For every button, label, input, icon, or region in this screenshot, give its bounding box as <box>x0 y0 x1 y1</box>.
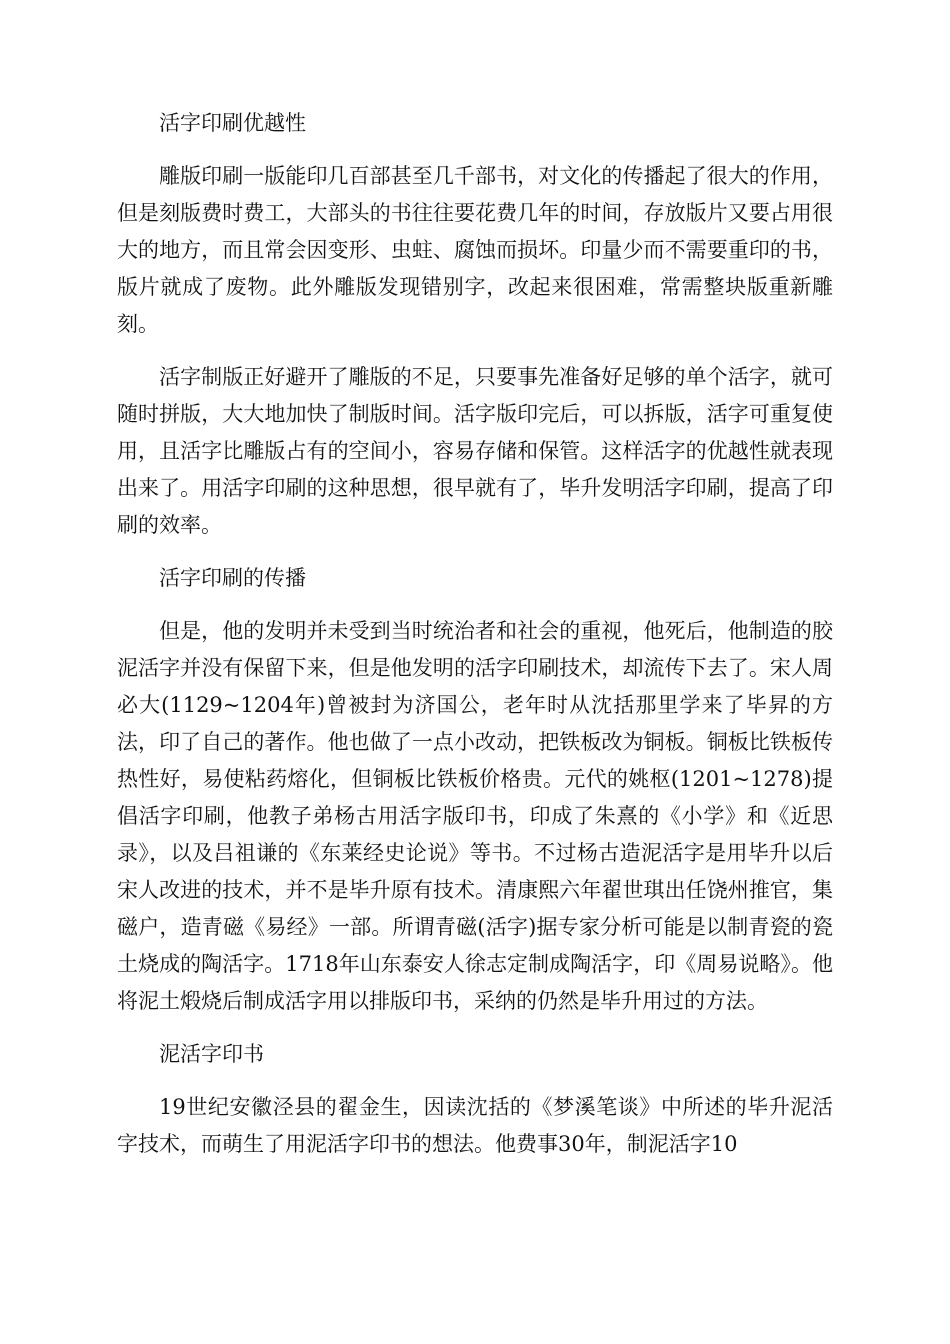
paragraph-spread-history: 但是，他的发明并未受到当时统治者和社会的重视，他死后，他制造的胶泥活字并没有保留下来，但是他发明的活字印刷技术，却流传下去了。宋人周必大(1129~1204年)曾被封为济国公，老年时从沈括那里学来了毕昇的方法，印了自己的著作。他也做了一点小改动，把铁板改为铜板。铜板比铁板传热性好，易使粘药熔化，但铜板比铁板价格贵。元代的姚枢(1201~1278)提倡活字印刷，他教子弟杨古用活字版印书，印成了朱熹的《小学》和《近思录》，以及吕祖谦的《东莱经史论说》等书。不过杨古造泥活字是用毕升以后宋人改进的技术，并不是毕升原有技术。清康熙六年翟世琪出任饶州推官，集磁户，造青磁《易经》一部。所谓青磁(活字)据专家分析可能是以制青瓷的瓷土烧成的陶活字。1718年山东泰安人徐志定制成陶活字，印《周易说略》。他将泥土煅烧后制成活字用以排版印书，采纳的仍然是毕升用过的方法。 <box>117 619 833 1013</box>
section-heading-clay-type: 泥活字印书 <box>159 1042 264 1066</box>
document-body <box>117 105 833 1179</box>
paragraph-woodblock-limits: 雕版印刷一版能印几百部甚至几千部书，对文化的传播起了很大的作用，但是刻版费时费工，大部头的书往往要花费几年的时间，存放版片又要占用很大的地方，而且常会因变形、虫蛀、腐蚀而损坏。印量少而不需要重印的书，版片就成了废物。此外雕版发现错别字，改起来很困难，常需整块版重新雕刻。 <box>117 164 833 336</box>
section-heading-advantages: 活字印刷优越性 <box>159 111 306 135</box>
section-heading-spread: 活字印刷的传播 <box>159 566 306 590</box>
paragraph-clay-type-printing: 19世纪安徽泾县的翟金生，因读沈括的《梦溪笔谈》中所述的毕升泥活字技术，而萌生了用泥活字印书的想法。他费事30年，制泥活字10 <box>117 1095 833 1156</box>
paragraph-movable-type-benefits: 活字制版正好避开了雕版的不足，只要事先准备好足够的单个活字，就可随时拼版，大大地加快了制版时间。活字版印完后，可以拆版，活字可重复使用，且活字比雕版占有的空间小，容易存储和保管。这样活字的优越性就表现出来了。用活字印刷的这种思想，很早就有了，毕升发明活字印刷，提高了印刷的效率。 <box>117 365 833 537</box>
